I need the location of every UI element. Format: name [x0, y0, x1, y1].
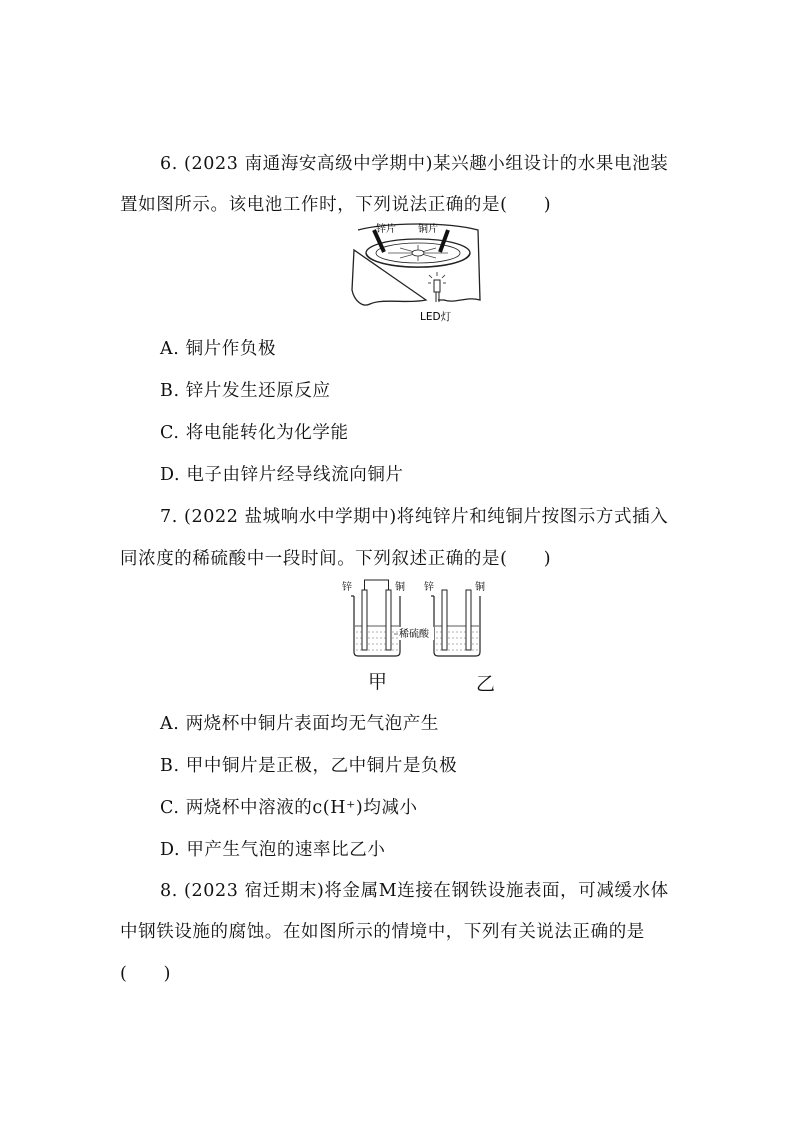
- beaker-a-zinc-label: 锌: [342, 582, 352, 593]
- q6-led-label: LED灯: [420, 311, 452, 323]
- q7-option-d[interactable]: D. 甲产生气泡的速率比乙小: [160, 840, 386, 860]
- beaker-b-copper-label: 铜: [475, 582, 485, 593]
- beaker-b: [424, 580, 485, 656]
- q6-stem-line2: 置如图所示。该电池工作时，下列说法正确的是( ): [120, 195, 552, 215]
- q6-option-d[interactable]: D. 电子由锌片经导线流向铜片: [160, 465, 404, 485]
- q7-beakers-figure: [336, 576, 496, 658]
- q7-option-b[interactable]: B. 甲中铜片是正极，乙中铜片是负极: [160, 756, 458, 776]
- q7-stem-line2: 同浓度的稀硫酸中一段时间。下列叙述正确的是( ): [120, 549, 552, 569]
- q8-stem-line1: 8. (2023 宿迁期末)将金属M连接在钢铁设施表面，可减缓水体: [160, 881, 669, 901]
- acid-label: 稀硫酸: [399, 629, 429, 640]
- beaker-a-caption: 甲: [368, 671, 388, 693]
- q6-stem-line1: 6. (2023 南通海安高级中学期中)某兴趣小组设计的水果电池装: [160, 154, 669, 174]
- beaker-a-copper-label: 铜: [395, 582, 405, 593]
- led-bulb-icon: [428, 272, 446, 302]
- q8-stem-line3: ( ): [120, 964, 172, 984]
- beaker-a: [342, 580, 405, 656]
- q6-zinc-label: 锌片: [376, 224, 396, 235]
- q6-option-a[interactable]: A. 铜片作负极: [160, 339, 277, 359]
- beaker-b-caption: 乙: [476, 673, 496, 695]
- q6-option-c[interactable]: C. 将电能转化为化学能: [160, 423, 349, 443]
- q6-option-b[interactable]: B. 锌片发生还原反应: [160, 381, 331, 401]
- beaker-b-zinc-label: 锌: [424, 582, 434, 593]
- q6-copper-label: 铜片: [418, 224, 438, 235]
- q7-stem-line1: 7. (2022 盐城响水中学期中)将纯锌片和纯铜片按图示方式插入: [160, 507, 669, 527]
- q7-option-c[interactable]: C. 两烧杯中溶液的c(H⁺)均减小: [160, 798, 418, 818]
- q7-option-a[interactable]: A. 两烧杯中铜片表面均无气泡产生: [160, 714, 439, 734]
- q6-fruit-battery-figure: [348, 220, 488, 325]
- q8-stem-line2: 中钢铁设施的腐蚀。在如图所示的情境中，下列有关说法正确的是: [120, 922, 645, 942]
